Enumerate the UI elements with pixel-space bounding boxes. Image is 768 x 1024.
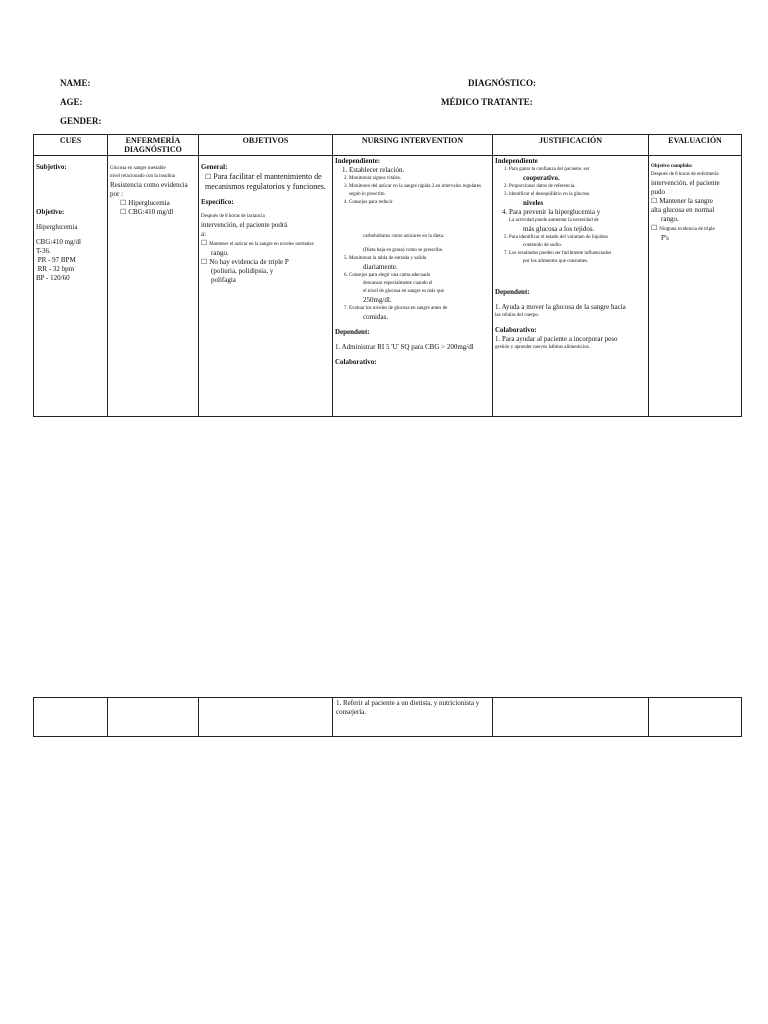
justificacion-colaborativo-label: Colaborativo:: [495, 326, 537, 334]
gender-label: GENDER:: [60, 116, 102, 126]
vital-rr: RR - 32 bpm: [36, 265, 75, 273]
diagnostico-cell: [108, 156, 199, 417]
table-row: [34, 698, 742, 737]
justificacion-text: contenido de sodio.: [523, 243, 563, 248]
justificacion-dependent-text: 1. Ayuda a mover la glucosa de la sangre hacia: [495, 303, 626, 311]
diagnostico-line: nivel relacionado con la insulina: [110, 174, 175, 179]
dependent-text: 1. Administrar RI 5 'U' SQ para CBG > 200mg/dl: [335, 343, 474, 351]
especifico-line: Después de 8 horas de lactancia: [201, 214, 265, 219]
diagnostico-item: Hiperglucemia: [128, 199, 170, 207]
justificacion-item: 4. Para prevenir la hiperglucemia y: [509, 208, 646, 217]
justificacion-item: 5. Para identificar el estado del volumen de líquidos: [509, 234, 646, 242]
col-header-evaluacion: EVALUACIÓN: [649, 135, 742, 156]
cont-intervention-cell: [333, 698, 493, 737]
evaluacion-line: intervención, el paciente: [651, 179, 720, 187]
intervention-text: comidas.: [363, 313, 389, 321]
evaluacion-line: pudo: [651, 188, 665, 196]
dependent-label: Dependent:: [335, 328, 370, 336]
checkbox-icon: ☐: [651, 224, 658, 232]
checkbox-icon: ☐: [651, 197, 658, 205]
justificacion-item: 3. identificar el desequilibrio en la glucosa: [509, 191, 646, 199]
cont-cues-cell: [34, 698, 108, 737]
name-label: NAME:: [60, 78, 91, 88]
justificacion-text: más glucosa a los tejidos.: [523, 225, 595, 233]
general-text: Para facilitar el mantenimiento de mecanismos regulatorios y funciones.: [205, 172, 326, 191]
evaluacion-cell: [649, 156, 742, 417]
justificacion-dependent-text: las células del cuerpo.: [495, 313, 540, 318]
table-header-row: [34, 135, 742, 156]
checkbox-icon: ☐: [205, 173, 212, 181]
vital-bp: BP - 120/60: [36, 274, 70, 282]
evaluacion-item: alta glucosa en normal: [651, 206, 715, 214]
justificacion-colaborativo-text: gestión y aprender nuevos hábitos alimenticios.: [495, 345, 590, 350]
objetivo-label: Objetivo:: [36, 208, 65, 216]
cont-justificacion-cell: [493, 698, 649, 737]
col-header-intervention: NURSING INTERVENTION: [333, 135, 493, 156]
intervention-item: 3. Monitoreo del azúcar en la sangre rápida 2.en intervalos regulares según lo prescrito.: [349, 183, 490, 199]
justificacion-text: niveles: [523, 199, 544, 207]
cont-diagnostico-cell: [108, 698, 199, 737]
objetivo-cumplido-label: Objetivo cumplido:: [651, 164, 693, 169]
diagnostico-label: DIAGNÓSTICO:: [468, 78, 537, 88]
justificacion-text: por los alimentos que consumes.: [523, 259, 589, 264]
objetivo-item: No hay evidencia de triple P: [209, 258, 289, 266]
col-header-justificacion: JUSTIFICACIÓN: [493, 135, 649, 156]
diagnostico-item: CBG:410 mg/dl: [128, 208, 174, 216]
especifico-line: a:: [201, 230, 207, 238]
intervention-text: 250mg/dl.: [363, 296, 392, 304]
evaluacion-item: Mantener la sangre: [659, 197, 713, 205]
intervention-item: 1. Establecer relación.: [349, 166, 490, 175]
evaluacion-item: rango.: [661, 215, 679, 223]
diagnostico-line: Glucosa en sangre inestable: [110, 166, 166, 171]
especifico-label: Específico:: [201, 198, 234, 206]
evaluacion-item: Ninguna evidencia de triple: [659, 227, 715, 232]
objetivo-item: polifagia: [211, 276, 236, 284]
intervention-item: 4. Consejos para reducir: [349, 199, 490, 207]
subjetivo-label: Subjetivo:: [36, 163, 67, 171]
colaborativo-text: 1. Referir al paciente a un dietista, y nutricionista y consejería.: [336, 699, 480, 716]
vital-pr: PR - 97 BPM: [36, 256, 76, 264]
intervention-item: 7. Evaluar los niveles de glucosa en sangre antes de: [349, 305, 490, 313]
checkbox-icon: ☐: [201, 258, 208, 266]
justificacion-independiente-label: Independiente: [495, 157, 538, 165]
intervention-text: diariamente.: [363, 263, 398, 271]
evaluacion-line: Después de 8 horas de enfermería: [651, 172, 719, 177]
col-header-objetivos: OBJETIVOS: [199, 135, 333, 156]
diagnostico-line: Resistencia como evidencia: [110, 181, 188, 189]
justificacion-item: 2. Proporcionar datos de referencia.: [509, 183, 646, 191]
medico-tratante-label: MÉDICO TRATANTE:: [441, 97, 533, 107]
colaborativo-label: Colaborativo:: [335, 358, 377, 366]
justificacion-colaborativo-text: 1. Para ayudar al paciente a incorporar peso: [495, 335, 618, 343]
intervention-item: 6. Consejos para elegir una cama adecuado: [349, 272, 490, 280]
intervention-text: descansar especialmente cuando el: [363, 281, 433, 286]
intervention-text: carbohidratos como azúcares en la dieta.: [363, 234, 445, 239]
intervention-item: 2. Monitorear signos vitales.: [349, 175, 490, 183]
justificacion-text: La actividad puede aumentar la necesidad de: [509, 218, 599, 223]
hiperglucemia-text: Hiperglucemia: [36, 223, 78, 231]
intervention-item: 5. Monitorear la tabla de entrada y salida: [349, 255, 490, 263]
justificacion-item: 7. Los resultados pueden ser fácilmente influenciados: [509, 250, 646, 258]
table-row: [34, 156, 742, 417]
intervention-text: (Dieta baja en grasa) como se prescribe.: [363, 248, 444, 253]
objetivos-cell: [199, 156, 333, 417]
objetivo-item: Mantener el azúcar en la sangre en niveles normales: [209, 242, 314, 247]
justificacion-text: cooperativo.: [523, 174, 560, 182]
justificacion-dependent-label: Dependent:: [495, 288, 530, 296]
checkbox-icon: ☐: [120, 199, 127, 207]
diagnostico-line: por :: [110, 190, 124, 198]
especifico-line: intervención, el paciente podrá: [201, 221, 288, 229]
justificacion-item: 1. Para ganar la confianza del paciente, ser: [509, 166, 646, 174]
intervention-cell: [333, 156, 493, 417]
justificacion-cell: [493, 156, 649, 417]
general-label: General:: [201, 163, 228, 171]
age-label: AGE:: [60, 97, 83, 107]
col-header-cues: CUES: [34, 135, 108, 156]
evaluacion-item: P's: [661, 234, 669, 242]
independiente-label: Independiente:: [335, 157, 381, 165]
cont-objetivos-cell: [199, 698, 333, 737]
intervention-text: el nivel de glucosa en sangre es más que: [363, 289, 444, 294]
vital-cbg: CBG:410 mg/dl: [36, 238, 81, 246]
care-plan-continuation-table: [33, 697, 742, 737]
col-header-diagnostico: ENFERMERÍA DIAGNÓSTICO: [108, 135, 199, 156]
checkbox-icon: ☐: [201, 239, 208, 247]
checkbox-icon: ☐: [120, 208, 127, 216]
care-plan-table: [33, 134, 742, 417]
vital-temp: T-36.: [36, 247, 51, 255]
objetivo-item: (poliuria, polidipsia, y: [211, 267, 274, 275]
cont-evaluacion-cell: [649, 698, 742, 737]
cues-cell: [34, 156, 108, 417]
objetivo-item: rango.: [211, 249, 229, 257]
